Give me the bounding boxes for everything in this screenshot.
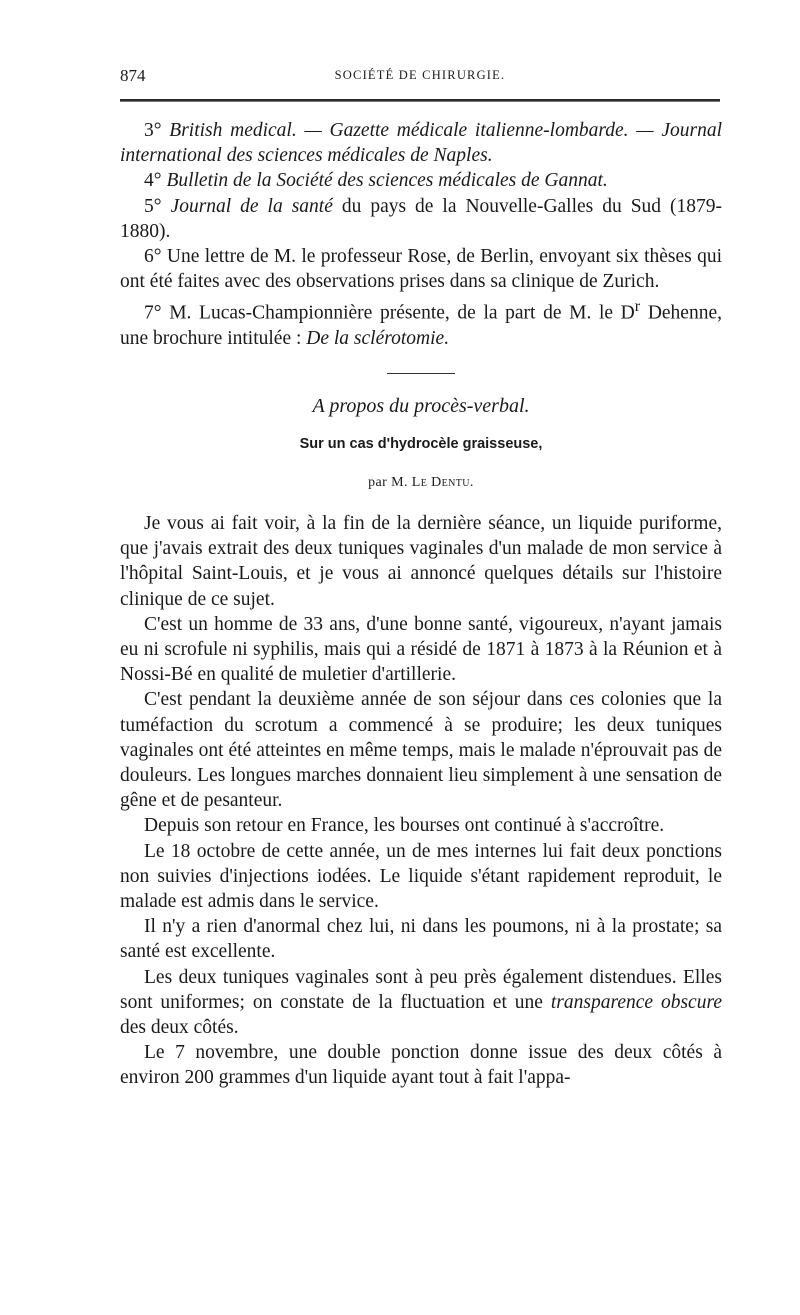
article-title: Sur un cas d'hydrocèle graisseuse, (299, 435, 543, 452)
paragraph (120, 965, 722, 1041)
list-item-text: du pays de la Nouvelle-Galles du Sud (1879-1880). (120, 195, 723, 242)
list-number: 3° (144, 120, 162, 141)
paragraph: Il n'y a rien d'anormal chez lui, ni dans les poumons, ni à la prostate; sa santé est excellente. (120, 916, 722, 963)
header-rule (120, 99, 720, 102)
page-number: 874 (120, 66, 146, 85)
paragraph-text: Les deux tuniques vaginales sont à peu près également distendues. Elles sont uniformes; on constate de la fluctuation et une (120, 966, 722, 1013)
list-item-3 (120, 118, 722, 168)
publication-title: De la sclérotomie. (306, 328, 450, 350)
publication-title: British medical. — Gazette médicale italienne-lombarde. — Journal international des sciences médicales de Naples. (120, 120, 722, 167)
list-number: 7° (144, 302, 162, 324)
list-item-5 (120, 194, 722, 244)
emphasis-text: transparence obscure (550, 991, 722, 1013)
article-body (120, 511, 722, 1091)
paragraph: Depuis son retour en France, les bourses ont continué à s'accroître. (144, 815, 665, 837)
superscript: r (634, 297, 641, 316)
paragraph: Le 18 octobre de cette année, un de mes internes lui fait deux ponctions non suivies d'injections iodées. Le liquide s'étant rapidement reproduit, le malade est admis dans le service. (120, 840, 722, 912)
paragraph: Je vous ai fait voir, à la fin de la dernière séance, un liquide puriforme, que j'avais extrait des deux tuniques vaginales d'un malade de mon service à l'hôpital Saint-Louis, et je vous ai annoncé quelques détails sur l'histoire clinique de ce sujet. (120, 512, 722, 610)
section-separator (387, 373, 455, 374)
list-item-6 (120, 244, 722, 294)
list-item-text: M. Lucas-Championnière présente, de la part de M. le D (169, 302, 635, 324)
list-number: 4° (144, 170, 162, 192)
paragraph: C'est un homme de 33 ans, d'une bonne santé, vigoureux, n'ayant jamais eu ni scrofule ni syphilis, mais qui a résidé de 1871 à 1873 à la Réunion et à Nossi-Bé en qualité de muletier d'artillerie. (120, 613, 722, 686)
list-number: 5° (144, 195, 162, 217)
paragraph: C'est pendant la deuxième année de son séjour dans ces colonies que la tuméfaction du scrotum a commencé à se produire; les deux tuniques vaginales ont été atteintes en même temps, mais le malade n'éprouvait pas de douleurs. Les longues marches donnaient lieu simplement à une sensation de gêne et de pesanteur. (120, 689, 722, 812)
list-item-4 (120, 168, 722, 193)
paragraph: Le 7 novembre, une double ponction donne issue des deux côtés à environ 200 grammes d'un liquide ayant tout à fait l'appa- (120, 1042, 722, 1089)
list-item-7 (120, 294, 722, 351)
list-item-text: Une lettre de M. le professeur Rose, de Berlin, envoyant six thèses qui ont été faites avec des observations prises dans sa clinique de Zurich. (120, 246, 723, 293)
byline-prefix: par M. (368, 474, 408, 490)
publication-title: Bulletin de la Société des sciences médicales de Gannat. (166, 170, 608, 192)
byline (120, 470, 722, 495)
list-number: 6° (144, 246, 162, 268)
page-body (120, 118, 722, 1091)
list-item-text: Dehenne, une brochure intitulée : (120, 302, 722, 350)
byline-author: Le Dentu. (411, 474, 474, 490)
running-title: SOCIÉTÉ DE CHIRURGIE. (334, 68, 506, 82)
paragraph-text: des deux côtés. (120, 1017, 239, 1038)
publication-title: Journal de la santé (170, 195, 333, 217)
section-title: A propos du procès-verbal. (312, 395, 530, 418)
page-header (120, 66, 720, 90)
